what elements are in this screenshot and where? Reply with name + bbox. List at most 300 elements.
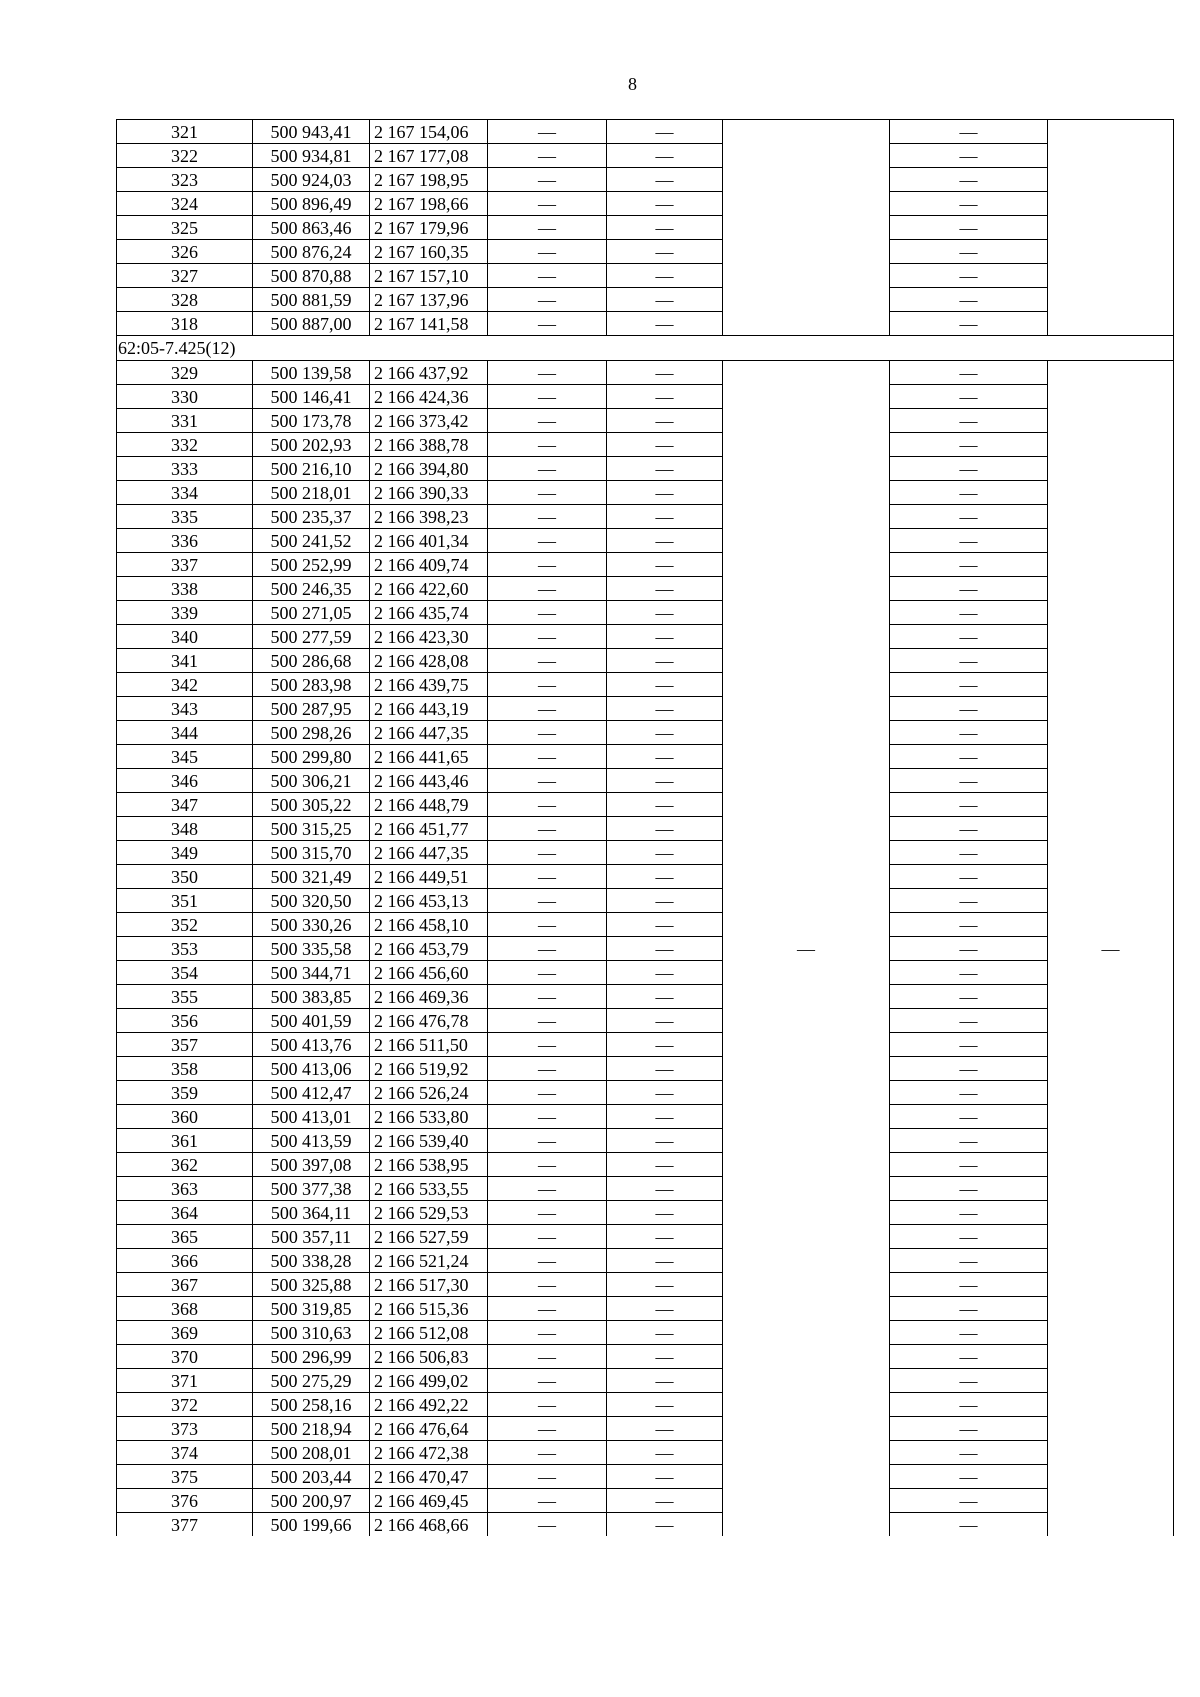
x-coordinate-cell: 500 200,97 xyxy=(253,1489,370,1513)
point-number-cell: 334 xyxy=(117,481,253,505)
empty-value-cell: — xyxy=(607,913,723,937)
empty-value-cell: — xyxy=(607,216,723,240)
point-number-cell: 354 xyxy=(117,961,253,985)
empty-value-cell: — xyxy=(607,1105,723,1129)
empty-value-cell: — xyxy=(890,385,1048,409)
table-row xyxy=(117,457,1174,481)
empty-value-cell: — xyxy=(488,1513,607,1537)
table-row xyxy=(117,385,1174,409)
empty-value-cell: — xyxy=(890,553,1048,577)
x-coordinate-cell: 500 413,59 xyxy=(253,1129,370,1153)
x-coordinate-cell: 500 218,01 xyxy=(253,481,370,505)
table-row xyxy=(117,937,1174,961)
point-number-cell: 358 xyxy=(117,1057,253,1081)
table-row xyxy=(117,1249,1174,1273)
empty-value-cell: — xyxy=(890,433,1048,457)
table-row xyxy=(117,216,1174,240)
empty-value-cell: — xyxy=(488,216,607,240)
point-number-cell: 352 xyxy=(117,913,253,937)
table-row xyxy=(117,1033,1174,1057)
empty-value-cell: — xyxy=(890,1345,1048,1369)
empty-value-cell: — xyxy=(488,769,607,793)
empty-value-cell: — xyxy=(488,913,607,937)
empty-value-cell: — xyxy=(890,601,1048,625)
point-number-cell: 355 xyxy=(117,985,253,1009)
table-row xyxy=(117,312,1174,336)
y-coordinate-cell: 2 166 441,65 xyxy=(370,745,488,769)
y-coordinate-cell: 2 166 511,50 xyxy=(370,1033,488,1057)
table-row xyxy=(117,865,1174,889)
empty-value-cell: — xyxy=(890,1321,1048,1345)
point-number-cell: 322 xyxy=(117,144,253,168)
point-number-cell: 362 xyxy=(117,1153,253,1177)
y-coordinate-cell: 2 167 160,35 xyxy=(370,240,488,264)
x-coordinate-cell: 500 412,47 xyxy=(253,1081,370,1105)
table-row xyxy=(117,961,1174,985)
point-number-cell: 357 xyxy=(117,1033,253,1057)
empty-value-cell: — xyxy=(607,1417,723,1441)
empty-value-cell: — xyxy=(607,985,723,1009)
y-coordinate-cell: 2 166 533,80 xyxy=(370,1105,488,1129)
point-number-cell: 366 xyxy=(117,1249,253,1273)
table-row xyxy=(117,1369,1174,1393)
empty-value-cell: — xyxy=(890,529,1048,553)
y-coordinate-cell: 2 167 137,96 xyxy=(370,288,488,312)
empty-value-cell: — xyxy=(488,1033,607,1057)
table-row xyxy=(117,1153,1174,1177)
empty-value-cell: — xyxy=(607,144,723,168)
empty-value-cell: — xyxy=(607,1465,723,1489)
empty-value-cell: — xyxy=(890,312,1048,336)
y-coordinate-cell: 2 167 198,66 xyxy=(370,192,488,216)
empty-value-cell: — xyxy=(607,865,723,889)
point-number-cell: 327 xyxy=(117,264,253,288)
x-coordinate-cell: 500 283,98 xyxy=(253,673,370,697)
empty-value-cell: — xyxy=(890,649,1048,673)
y-coordinate-cell: 2 166 492,22 xyxy=(370,1393,488,1417)
merged-empty-cell xyxy=(723,120,890,336)
empty-value-cell: — xyxy=(890,1033,1048,1057)
y-coordinate-cell: 2 166 499,02 xyxy=(370,1369,488,1393)
table-row xyxy=(117,120,1174,144)
table-row xyxy=(117,1273,1174,1297)
point-number-cell: 346 xyxy=(117,769,253,793)
point-number-cell: 331 xyxy=(117,409,253,433)
x-coordinate-cell: 500 298,26 xyxy=(253,721,370,745)
table-row xyxy=(117,1441,1174,1465)
x-coordinate-cell: 500 364,11 xyxy=(253,1201,370,1225)
table-row xyxy=(117,913,1174,937)
table-row xyxy=(117,649,1174,673)
x-coordinate-cell: 500 271,05 xyxy=(253,601,370,625)
empty-value-cell: — xyxy=(890,1129,1048,1153)
point-number-cell: 337 xyxy=(117,553,253,577)
empty-value-cell: — xyxy=(488,745,607,769)
empty-value-cell: — xyxy=(607,312,723,336)
empty-value-cell: — xyxy=(607,745,723,769)
empty-value-cell: — xyxy=(607,721,723,745)
y-coordinate-cell: 2 166 390,33 xyxy=(370,481,488,505)
point-number-cell: 347 xyxy=(117,793,253,817)
empty-value-cell: — xyxy=(488,937,607,961)
x-coordinate-cell: 500 173,78 xyxy=(253,409,370,433)
empty-value-cell: — xyxy=(890,361,1048,385)
x-coordinate-cell: 500 896,49 xyxy=(253,192,370,216)
x-coordinate-cell: 500 863,46 xyxy=(253,216,370,240)
table-row xyxy=(117,1321,1174,1345)
empty-value-cell: — xyxy=(607,1033,723,1057)
x-coordinate-cell: 500 218,94 xyxy=(253,1417,370,1441)
empty-value-cell: — xyxy=(890,745,1048,769)
empty-value-cell: — xyxy=(890,409,1048,433)
x-coordinate-cell: 500 357,11 xyxy=(253,1225,370,1249)
y-coordinate-cell: 2 166 519,92 xyxy=(370,1057,488,1081)
point-number-cell: 350 xyxy=(117,865,253,889)
point-number-cell: 321 xyxy=(117,120,253,144)
point-number-cell: 344 xyxy=(117,721,253,745)
point-number-cell: 333 xyxy=(117,457,253,481)
empty-value-cell: — xyxy=(488,385,607,409)
point-number-cell: 318 xyxy=(117,312,253,336)
x-coordinate-cell: 500 344,71 xyxy=(253,961,370,985)
x-coordinate-cell: 500 305,22 xyxy=(253,793,370,817)
empty-value-cell: — xyxy=(607,361,723,385)
empty-value-cell: — xyxy=(607,1441,723,1465)
x-coordinate-cell: 500 383,85 xyxy=(253,985,370,1009)
empty-value-cell: — xyxy=(890,625,1048,649)
x-coordinate-cell: 500 320,50 xyxy=(253,889,370,913)
point-number-cell: 359 xyxy=(117,1081,253,1105)
x-coordinate-cell: 500 208,01 xyxy=(253,1441,370,1465)
y-coordinate-cell: 2 166 388,78 xyxy=(370,433,488,457)
empty-value-cell: — xyxy=(890,817,1048,841)
empty-value-cell: — xyxy=(607,505,723,529)
page-number: 8 xyxy=(628,74,637,94)
y-coordinate-cell: 2 166 398,23 xyxy=(370,505,488,529)
y-coordinate-cell: 2 166 451,77 xyxy=(370,817,488,841)
table-row xyxy=(117,409,1174,433)
empty-value-cell: — xyxy=(607,1177,723,1201)
y-coordinate-cell: 2 166 533,55 xyxy=(370,1177,488,1201)
empty-value-cell: — xyxy=(890,577,1048,601)
table-row xyxy=(117,168,1174,192)
empty-value-cell: — xyxy=(607,1129,723,1153)
x-coordinate-cell: 500 277,59 xyxy=(253,625,370,649)
y-coordinate-cell: 2 166 476,78 xyxy=(370,1009,488,1033)
point-number-cell: 342 xyxy=(117,673,253,697)
y-coordinate-cell: 2 167 198,95 xyxy=(370,168,488,192)
y-coordinate-cell: 2 166 468,66 xyxy=(370,1513,488,1537)
table-row xyxy=(117,1057,1174,1081)
x-coordinate-cell: 500 287,95 xyxy=(253,697,370,721)
empty-value-cell: — xyxy=(607,673,723,697)
table-row xyxy=(117,240,1174,264)
x-coordinate-cell: 500 934,81 xyxy=(253,144,370,168)
empty-value-cell: — xyxy=(488,1249,607,1273)
empty-value-cell: — xyxy=(607,168,723,192)
x-coordinate-cell: 500 275,29 xyxy=(253,1369,370,1393)
empty-value-cell: — xyxy=(488,361,607,385)
empty-value-cell: — xyxy=(890,1441,1048,1465)
y-coordinate-cell: 2 166 423,30 xyxy=(370,625,488,649)
empty-value-cell: — xyxy=(890,913,1048,937)
empty-value-cell: — xyxy=(607,601,723,625)
x-coordinate-cell: 500 338,28 xyxy=(253,1249,370,1273)
point-number-cell: 361 xyxy=(117,1129,253,1153)
empty-value-cell: — xyxy=(488,1105,607,1129)
point-number-cell: 323 xyxy=(117,168,253,192)
y-coordinate-cell: 2 167 177,08 xyxy=(370,144,488,168)
table-row xyxy=(117,673,1174,697)
x-coordinate-cell: 500 325,88 xyxy=(253,1273,370,1297)
empty-value-cell: — xyxy=(488,1297,607,1321)
point-number-cell: 356 xyxy=(117,1009,253,1033)
point-number-cell: 369 xyxy=(117,1321,253,1345)
table-row xyxy=(117,529,1174,553)
empty-value-cell: — xyxy=(890,216,1048,240)
y-coordinate-cell: 2 166 458,10 xyxy=(370,913,488,937)
empty-value-cell: — xyxy=(607,1489,723,1513)
empty-value-cell: — xyxy=(607,240,723,264)
empty-value-cell: — xyxy=(607,649,723,673)
empty-value-cell: — xyxy=(607,1081,723,1105)
empty-value-cell: — xyxy=(488,505,607,529)
point-number-cell: 375 xyxy=(117,1465,253,1489)
point-number-cell: 364 xyxy=(117,1201,253,1225)
y-coordinate-cell: 2 166 424,36 xyxy=(370,385,488,409)
table-row xyxy=(117,697,1174,721)
empty-value-cell: — xyxy=(488,192,607,216)
point-number-cell: 328 xyxy=(117,288,253,312)
x-coordinate-cell: 500 202,93 xyxy=(253,433,370,457)
empty-value-cell: — xyxy=(488,817,607,841)
empty-value-cell: — xyxy=(607,577,723,601)
x-coordinate-cell: 500 413,06 xyxy=(253,1057,370,1081)
point-number-cell: 363 xyxy=(117,1177,253,1201)
table-row xyxy=(117,577,1174,601)
empty-value-cell: — xyxy=(488,1273,607,1297)
table-row xyxy=(117,1177,1174,1201)
y-coordinate-cell: 2 166 373,42 xyxy=(370,409,488,433)
empty-value-cell: — xyxy=(607,1393,723,1417)
empty-value-cell: — xyxy=(488,433,607,457)
empty-value-cell: — xyxy=(890,1297,1048,1321)
y-coordinate-cell: 2 166 512,08 xyxy=(370,1321,488,1345)
point-number-cell: 345 xyxy=(117,745,253,769)
table-row xyxy=(117,553,1174,577)
y-coordinate-cell: 2 166 453,13 xyxy=(370,889,488,913)
table-row xyxy=(117,433,1174,457)
empty-value-cell: — xyxy=(607,553,723,577)
point-number-cell: 365 xyxy=(117,1225,253,1249)
empty-value-cell: — xyxy=(488,793,607,817)
x-coordinate-cell: 500 299,80 xyxy=(253,745,370,769)
x-coordinate-cell: 500 887,00 xyxy=(253,312,370,336)
empty-value-cell: — xyxy=(607,1321,723,1345)
empty-value-cell: — xyxy=(890,457,1048,481)
table-row xyxy=(117,361,1174,385)
empty-value-cell: — xyxy=(607,192,723,216)
point-number-cell: 325 xyxy=(117,216,253,240)
table-row xyxy=(117,1489,1174,1513)
empty-value-cell: — xyxy=(607,1369,723,1393)
merged-value-cell: — xyxy=(1048,361,1174,1537)
table-row xyxy=(117,288,1174,312)
table-row xyxy=(117,1201,1174,1225)
empty-value-cell: — xyxy=(488,889,607,913)
empty-value-cell: — xyxy=(488,673,607,697)
empty-value-cell: — xyxy=(890,721,1048,745)
y-coordinate-cell: 2 166 435,74 xyxy=(370,601,488,625)
coordinates-table xyxy=(116,119,1174,1536)
x-coordinate-cell: 500 286,68 xyxy=(253,649,370,673)
y-coordinate-cell: 2 166 443,46 xyxy=(370,769,488,793)
empty-value-cell: — xyxy=(890,144,1048,168)
y-coordinate-cell: 2 166 526,24 xyxy=(370,1081,488,1105)
y-coordinate-cell: 2 166 538,95 xyxy=(370,1153,488,1177)
empty-value-cell: — xyxy=(488,1321,607,1345)
empty-value-cell: — xyxy=(607,889,723,913)
empty-value-cell: — xyxy=(890,769,1048,793)
y-coordinate-cell: 2 166 409,74 xyxy=(370,553,488,577)
y-coordinate-cell: 2 166 506,83 xyxy=(370,1345,488,1369)
empty-value-cell: — xyxy=(890,264,1048,288)
point-number-cell: 326 xyxy=(117,240,253,264)
empty-value-cell: — xyxy=(488,1009,607,1033)
empty-value-cell: — xyxy=(890,985,1048,1009)
empty-value-cell: — xyxy=(890,865,1048,889)
empty-value-cell: — xyxy=(890,1153,1048,1177)
empty-value-cell: — xyxy=(607,409,723,433)
table-row xyxy=(117,793,1174,817)
table-row xyxy=(117,1417,1174,1441)
point-number-cell: 370 xyxy=(117,1345,253,1369)
empty-value-cell: — xyxy=(488,601,607,625)
empty-value-cell: — xyxy=(488,1057,607,1081)
y-coordinate-cell: 2 166 447,35 xyxy=(370,721,488,745)
table-row xyxy=(117,889,1174,913)
y-coordinate-cell: 2 166 456,60 xyxy=(370,961,488,985)
y-coordinate-cell: 2 166 515,36 xyxy=(370,1297,488,1321)
x-coordinate-cell: 500 235,37 xyxy=(253,505,370,529)
empty-value-cell: — xyxy=(890,288,1048,312)
x-coordinate-cell: 500 319,85 xyxy=(253,1297,370,1321)
y-coordinate-cell: 2 166 394,80 xyxy=(370,457,488,481)
x-coordinate-cell: 500 413,01 xyxy=(253,1105,370,1129)
empty-value-cell: — xyxy=(488,312,607,336)
empty-value-cell: — xyxy=(607,1297,723,1321)
empty-value-cell: — xyxy=(488,120,607,144)
x-coordinate-cell: 500 296,99 xyxy=(253,1345,370,1369)
empty-value-cell: — xyxy=(890,1393,1048,1417)
y-coordinate-cell: 2 166 443,19 xyxy=(370,697,488,721)
empty-value-cell: — xyxy=(890,505,1048,529)
point-number-cell: 340 xyxy=(117,625,253,649)
empty-value-cell: — xyxy=(488,1489,607,1513)
y-coordinate-cell: 2 166 539,40 xyxy=(370,1129,488,1153)
empty-value-cell: — xyxy=(488,865,607,889)
point-number-cell: 353 xyxy=(117,937,253,961)
y-coordinate-cell: 2 167 154,06 xyxy=(370,120,488,144)
empty-value-cell: — xyxy=(488,1081,607,1105)
table-row xyxy=(117,1465,1174,1489)
empty-value-cell: — xyxy=(890,1417,1048,1441)
empty-value-cell: — xyxy=(607,481,723,505)
point-number-cell: 343 xyxy=(117,697,253,721)
y-coordinate-cell: 2 166 448,79 xyxy=(370,793,488,817)
point-number-cell: 338 xyxy=(117,577,253,601)
empty-value-cell: — xyxy=(488,841,607,865)
table-row xyxy=(117,1513,1174,1537)
empty-value-cell: — xyxy=(890,1105,1048,1129)
table-row xyxy=(117,745,1174,769)
empty-value-cell: — xyxy=(607,385,723,409)
y-coordinate-cell: 2 166 521,24 xyxy=(370,1249,488,1273)
empty-value-cell: — xyxy=(488,240,607,264)
empty-value-cell: — xyxy=(890,481,1048,505)
table-row xyxy=(117,144,1174,168)
empty-value-cell: — xyxy=(488,529,607,553)
x-coordinate-cell: 500 321,49 xyxy=(253,865,370,889)
empty-value-cell: — xyxy=(890,1177,1048,1201)
empty-value-cell: — xyxy=(488,264,607,288)
empty-value-cell: — xyxy=(890,1009,1048,1033)
point-number-cell: 367 xyxy=(117,1273,253,1297)
point-number-cell: 348 xyxy=(117,817,253,841)
empty-value-cell: — xyxy=(890,889,1048,913)
point-number-cell: 377 xyxy=(117,1513,253,1537)
empty-value-cell: — xyxy=(607,1153,723,1177)
empty-value-cell: — xyxy=(607,817,723,841)
table-row xyxy=(117,505,1174,529)
empty-value-cell: — xyxy=(607,937,723,961)
point-number-cell: 360 xyxy=(117,1105,253,1129)
point-number-cell: 329 xyxy=(117,361,253,385)
point-number-cell: 339 xyxy=(117,601,253,625)
empty-value-cell: — xyxy=(890,1249,1048,1273)
empty-value-cell: — xyxy=(607,120,723,144)
y-coordinate-cell: 2 166 470,47 xyxy=(370,1465,488,1489)
merged-empty-cell xyxy=(1048,120,1174,336)
empty-value-cell: — xyxy=(488,481,607,505)
empty-value-cell: — xyxy=(607,529,723,553)
y-coordinate-cell: 2 166 517,30 xyxy=(370,1273,488,1297)
table-row xyxy=(117,1345,1174,1369)
empty-value-cell: — xyxy=(488,1417,607,1441)
empty-value-cell: — xyxy=(890,1081,1048,1105)
y-coordinate-cell: 2 167 141,58 xyxy=(370,312,488,336)
y-coordinate-cell: 2 166 476,64 xyxy=(370,1417,488,1441)
empty-value-cell: — xyxy=(890,1465,1048,1489)
table-row xyxy=(117,769,1174,793)
empty-value-cell: — xyxy=(607,433,723,457)
table-row xyxy=(117,601,1174,625)
x-coordinate-cell: 500 310,63 xyxy=(253,1321,370,1345)
empty-value-cell: — xyxy=(488,288,607,312)
table-row xyxy=(117,1081,1174,1105)
empty-value-cell: — xyxy=(607,697,723,721)
y-coordinate-cell: 2 166 449,51 xyxy=(370,865,488,889)
empty-value-cell: — xyxy=(488,625,607,649)
empty-value-cell: — xyxy=(607,1201,723,1225)
y-coordinate-cell: 2 166 447,35 xyxy=(370,841,488,865)
x-coordinate-cell: 500 216,10 xyxy=(253,457,370,481)
x-coordinate-cell: 500 335,58 xyxy=(253,937,370,961)
empty-value-cell: — xyxy=(488,697,607,721)
y-coordinate-cell: 2 166 437,92 xyxy=(370,361,488,385)
empty-value-cell: — xyxy=(488,168,607,192)
x-coordinate-cell: 500 258,16 xyxy=(253,1393,370,1417)
